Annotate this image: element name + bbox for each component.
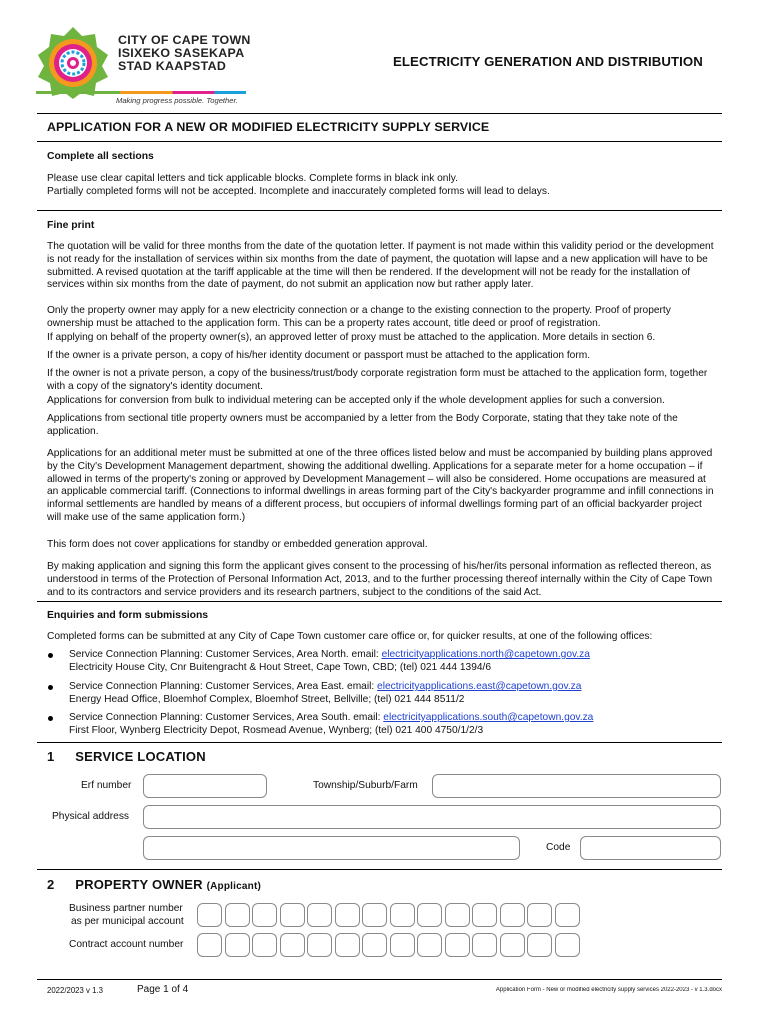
contract-account-digit-box[interactable] bbox=[445, 933, 470, 957]
section2-number: 2 bbox=[47, 877, 55, 892]
org-name-line1: CITY OF CAPE TOWN bbox=[118, 33, 251, 47]
postal-code-input[interactable] bbox=[580, 836, 721, 860]
business-partner-digit-box[interactable] bbox=[555, 903, 580, 927]
fine-print-p7: Applications from sectional title property owners must be accompanied by a letter from the Body Corporate, stating that they take note of the application. bbox=[47, 413, 678, 437]
office-east-address: Energy Head Office, Bloemhof Complex, Bloemhof Street, Bellville; (tel) 021 444 8511/2 bbox=[69, 694, 465, 705]
footer-page-number: Page 1 of 4 bbox=[137, 984, 189, 995]
office-north-email-link[interactable]: electricityapplications.north@capetown.gov.za bbox=[381, 649, 590, 660]
office-east-text: Service Connection Planning: Customer Services, Area East. email: bbox=[69, 681, 378, 692]
department-title: ELECTRICITY GENERATION AND DISTRIBUTION bbox=[393, 54, 703, 69]
section2-rule bbox=[37, 869, 722, 870]
business-partner-digit-box[interactable] bbox=[197, 903, 222, 927]
enquiries-intro: Completed forms can be submitted at any City of Cape Town customer care office or, for quicker results, at one of the following offices: bbox=[47, 631, 653, 642]
business-partner-digit-box[interactable] bbox=[417, 903, 442, 927]
complete-heading: Complete all sections bbox=[47, 151, 154, 162]
bullet-icon bbox=[48, 716, 53, 721]
fine-print-p4: If the owner is a private person, a copy of his/her identity document or passport must be attached to the application form. bbox=[47, 350, 591, 361]
section1-number: 1 bbox=[47, 749, 55, 764]
fine-print-p5: If the owner is not a private person, a copy of the business/trust/body corporate registration form must be attached to the application form, together with a copy of the signatory's identity document. bbox=[47, 368, 708, 392]
fine-print-rule bbox=[37, 210, 722, 211]
fine-print-p3: If applying on behalf of the property owner(s), an approved letter of proxy must be attached to the application. More details in section 6. bbox=[47, 332, 656, 343]
contract-account-digit-box[interactable] bbox=[472, 933, 497, 957]
fine-print-p2: Only the property owner may apply for a new electricity connection or a change to the existing connection to the property. Proof of property ownership must be attached to the application form. This can be a property rates account, title deed or proof of registration. bbox=[47, 305, 671, 329]
fine-print-p8: Applications for an additional meter must be submitted at one of the three offices listed below and must be accompanied by building plans approved by the City's Development Management department, showing the additional dwelling. Applications for a separate meter for a home occupation – if allowed in terms of the property's zoning or approved by Development Management – will also be considered. Home occupations are measured at an applicable commercial tariff. (Connections to informal dwellings in areas forming part of the City's backyarder programme and infill connections in informal settlements are handled by means of a different process, but occupiers of informal dwellings forming part of an official backyarder project will make use of the same application form.) bbox=[47, 448, 714, 523]
business-partner-digit-box[interactable] bbox=[390, 903, 415, 927]
bullet-icon bbox=[48, 685, 53, 690]
business-partner-digit-box[interactable] bbox=[252, 903, 277, 927]
township-input[interactable] bbox=[432, 774, 721, 798]
business-partner-digit-box[interactable] bbox=[527, 903, 552, 927]
business-partner-digit-box[interactable] bbox=[445, 903, 470, 927]
city-emblem-icon bbox=[36, 26, 110, 100]
logo-underline bbox=[36, 91, 246, 94]
office-north-text: Service Connection Planning: Customer Services, Area North. email: bbox=[69, 649, 382, 660]
physical-address-label: Physical address bbox=[52, 811, 130, 822]
contract-account-digit-box[interactable] bbox=[390, 933, 415, 957]
contract-account-digit-box[interactable] bbox=[280, 933, 305, 957]
title-rule-top bbox=[37, 113, 722, 114]
section1-title: SERVICE LOCATION bbox=[75, 749, 206, 764]
physical-address-input-line1[interactable] bbox=[143, 805, 721, 829]
postal-code-label: Code bbox=[546, 842, 571, 853]
contract-account-digit-box[interactable] bbox=[252, 933, 277, 957]
business-partner-label-2: as per municipal account bbox=[71, 916, 184, 927]
footer-rule bbox=[37, 979, 722, 980]
business-partner-digit-box[interactable] bbox=[500, 903, 525, 927]
business-partner-digit-box[interactable] bbox=[307, 903, 332, 927]
contract-account-digit-box[interactable] bbox=[555, 933, 580, 957]
contract-account-digit-box[interactable] bbox=[362, 933, 387, 957]
bullet-icon bbox=[48, 653, 53, 658]
contract-account-digit-box[interactable] bbox=[307, 933, 332, 957]
section1-rule bbox=[37, 742, 722, 743]
office-south-text: Service Connection Planning: Customer Services, Area South. email: bbox=[69, 712, 384, 723]
business-partner-digit-box[interactable] bbox=[225, 903, 250, 927]
erf-number-input[interactable] bbox=[143, 774, 267, 798]
business-partner-label-1: Business partner number bbox=[69, 903, 183, 914]
org-tagline: Making progress possible. Together. bbox=[116, 96, 238, 105]
section1-heading bbox=[47, 749, 206, 764]
enquiries-heading: Enquiries and form submissions bbox=[47, 610, 209, 621]
office-north-address: Electricity House City, Cnr Buitengracht & Hout Street, Cape Town, CBD; (tel) 021 444 1394/6 bbox=[69, 662, 492, 673]
section2-subtitle: (Applicant) bbox=[206, 881, 262, 892]
business-partner-digit-box[interactable] bbox=[335, 903, 360, 927]
contract-account-digit-box[interactable] bbox=[225, 933, 250, 957]
city-logo bbox=[36, 24, 256, 108]
fine-print-p6: Applications for conversion from bulk to individual metering can be accepted only if the whole development applies for such a conversion. bbox=[47, 395, 665, 406]
contract-account-label: Contract account number bbox=[69, 939, 184, 950]
footer-version: 2022/2023 v 1.3 bbox=[47, 986, 103, 995]
township-label: Township/Suburb/Farm bbox=[313, 780, 418, 791]
fine-print-p10: By making application and signing this form the applicant gives consent to the processing of his/her/its personal information as reflected thereon, as understood in terms of the Protection of Personal Information Act, 2013, and to the further processing thereof internally within the City of Cape Town and to its contractors and service providers and its research partners, subject to the conditions of the said Act. bbox=[47, 561, 713, 598]
org-name-line2: ISIXEKO SASEKAPA bbox=[118, 46, 245, 60]
contract-account-digit-box[interactable] bbox=[527, 933, 552, 957]
section2-heading bbox=[47, 877, 261, 892]
form-title: APPLICATION FOR A NEW OR MODIFIED ELECTRICITY SUPPLY SERVICE bbox=[47, 120, 490, 134]
contract-account-digit-box[interactable] bbox=[197, 933, 222, 957]
office-south-email-link[interactable]: electricityapplications.south@capetown.gov.za bbox=[383, 712, 594, 723]
contract-account-digit-box[interactable] bbox=[417, 933, 442, 957]
enquiries-rule bbox=[37, 601, 722, 602]
complete-instruction-1: Please use clear capital letters and tick applicable blocks. Complete forms in black ink only. bbox=[47, 173, 458, 184]
org-name-line3: STAD KAAPSTAD bbox=[118, 59, 227, 73]
footer-document-name: Application Form - New or modified electricity supply services 2022-2023 - v 1.3.docx bbox=[495, 987, 722, 993]
fine-print-p1: The quotation will be valid for three months from the date of the quotation letter. If payment is not made within this validity period or the development is not ready for the installation of services within six months from the date of payment, the quotation will lapse and a new application will have to be submitted. A revised quotation at the tariff applicable at the time will then be rendered. If the development will not be ready for the installation of services within six months from the date of payment, do not submit an application now but rather apply later. bbox=[47, 241, 714, 291]
contract-account-digit-box[interactable] bbox=[335, 933, 360, 957]
business-partner-digit-box[interactable] bbox=[362, 903, 387, 927]
business-partner-digit-box[interactable] bbox=[280, 903, 305, 927]
complete-instruction-2: Partially completed forms will not be accepted. Incomplete and inaccurately completed forms will lead to delays. bbox=[47, 186, 550, 197]
physical-address-input-line2[interactable] bbox=[143, 836, 520, 860]
contract-account-digit-box[interactable] bbox=[500, 933, 525, 957]
fine-print-p9: This form does not cover applications for standby or embedded generation approval. bbox=[47, 539, 428, 550]
erf-number-label: Erf number bbox=[81, 780, 132, 791]
section2-title: PROPERTY OWNER bbox=[75, 877, 203, 892]
office-east-email-link[interactable]: electricityapplications.east@capetown.gov.za bbox=[377, 681, 582, 692]
business-partner-digit-box[interactable] bbox=[472, 903, 497, 927]
title-rule-bottom bbox=[37, 141, 722, 142]
fine-print-heading: Fine print bbox=[47, 220, 95, 231]
office-south-address: First Floor, Wynberg Electricity Depot, Rosmead Avenue, Wynberg; (tel) 021 400 4750/1/2/3 bbox=[69, 725, 484, 736]
